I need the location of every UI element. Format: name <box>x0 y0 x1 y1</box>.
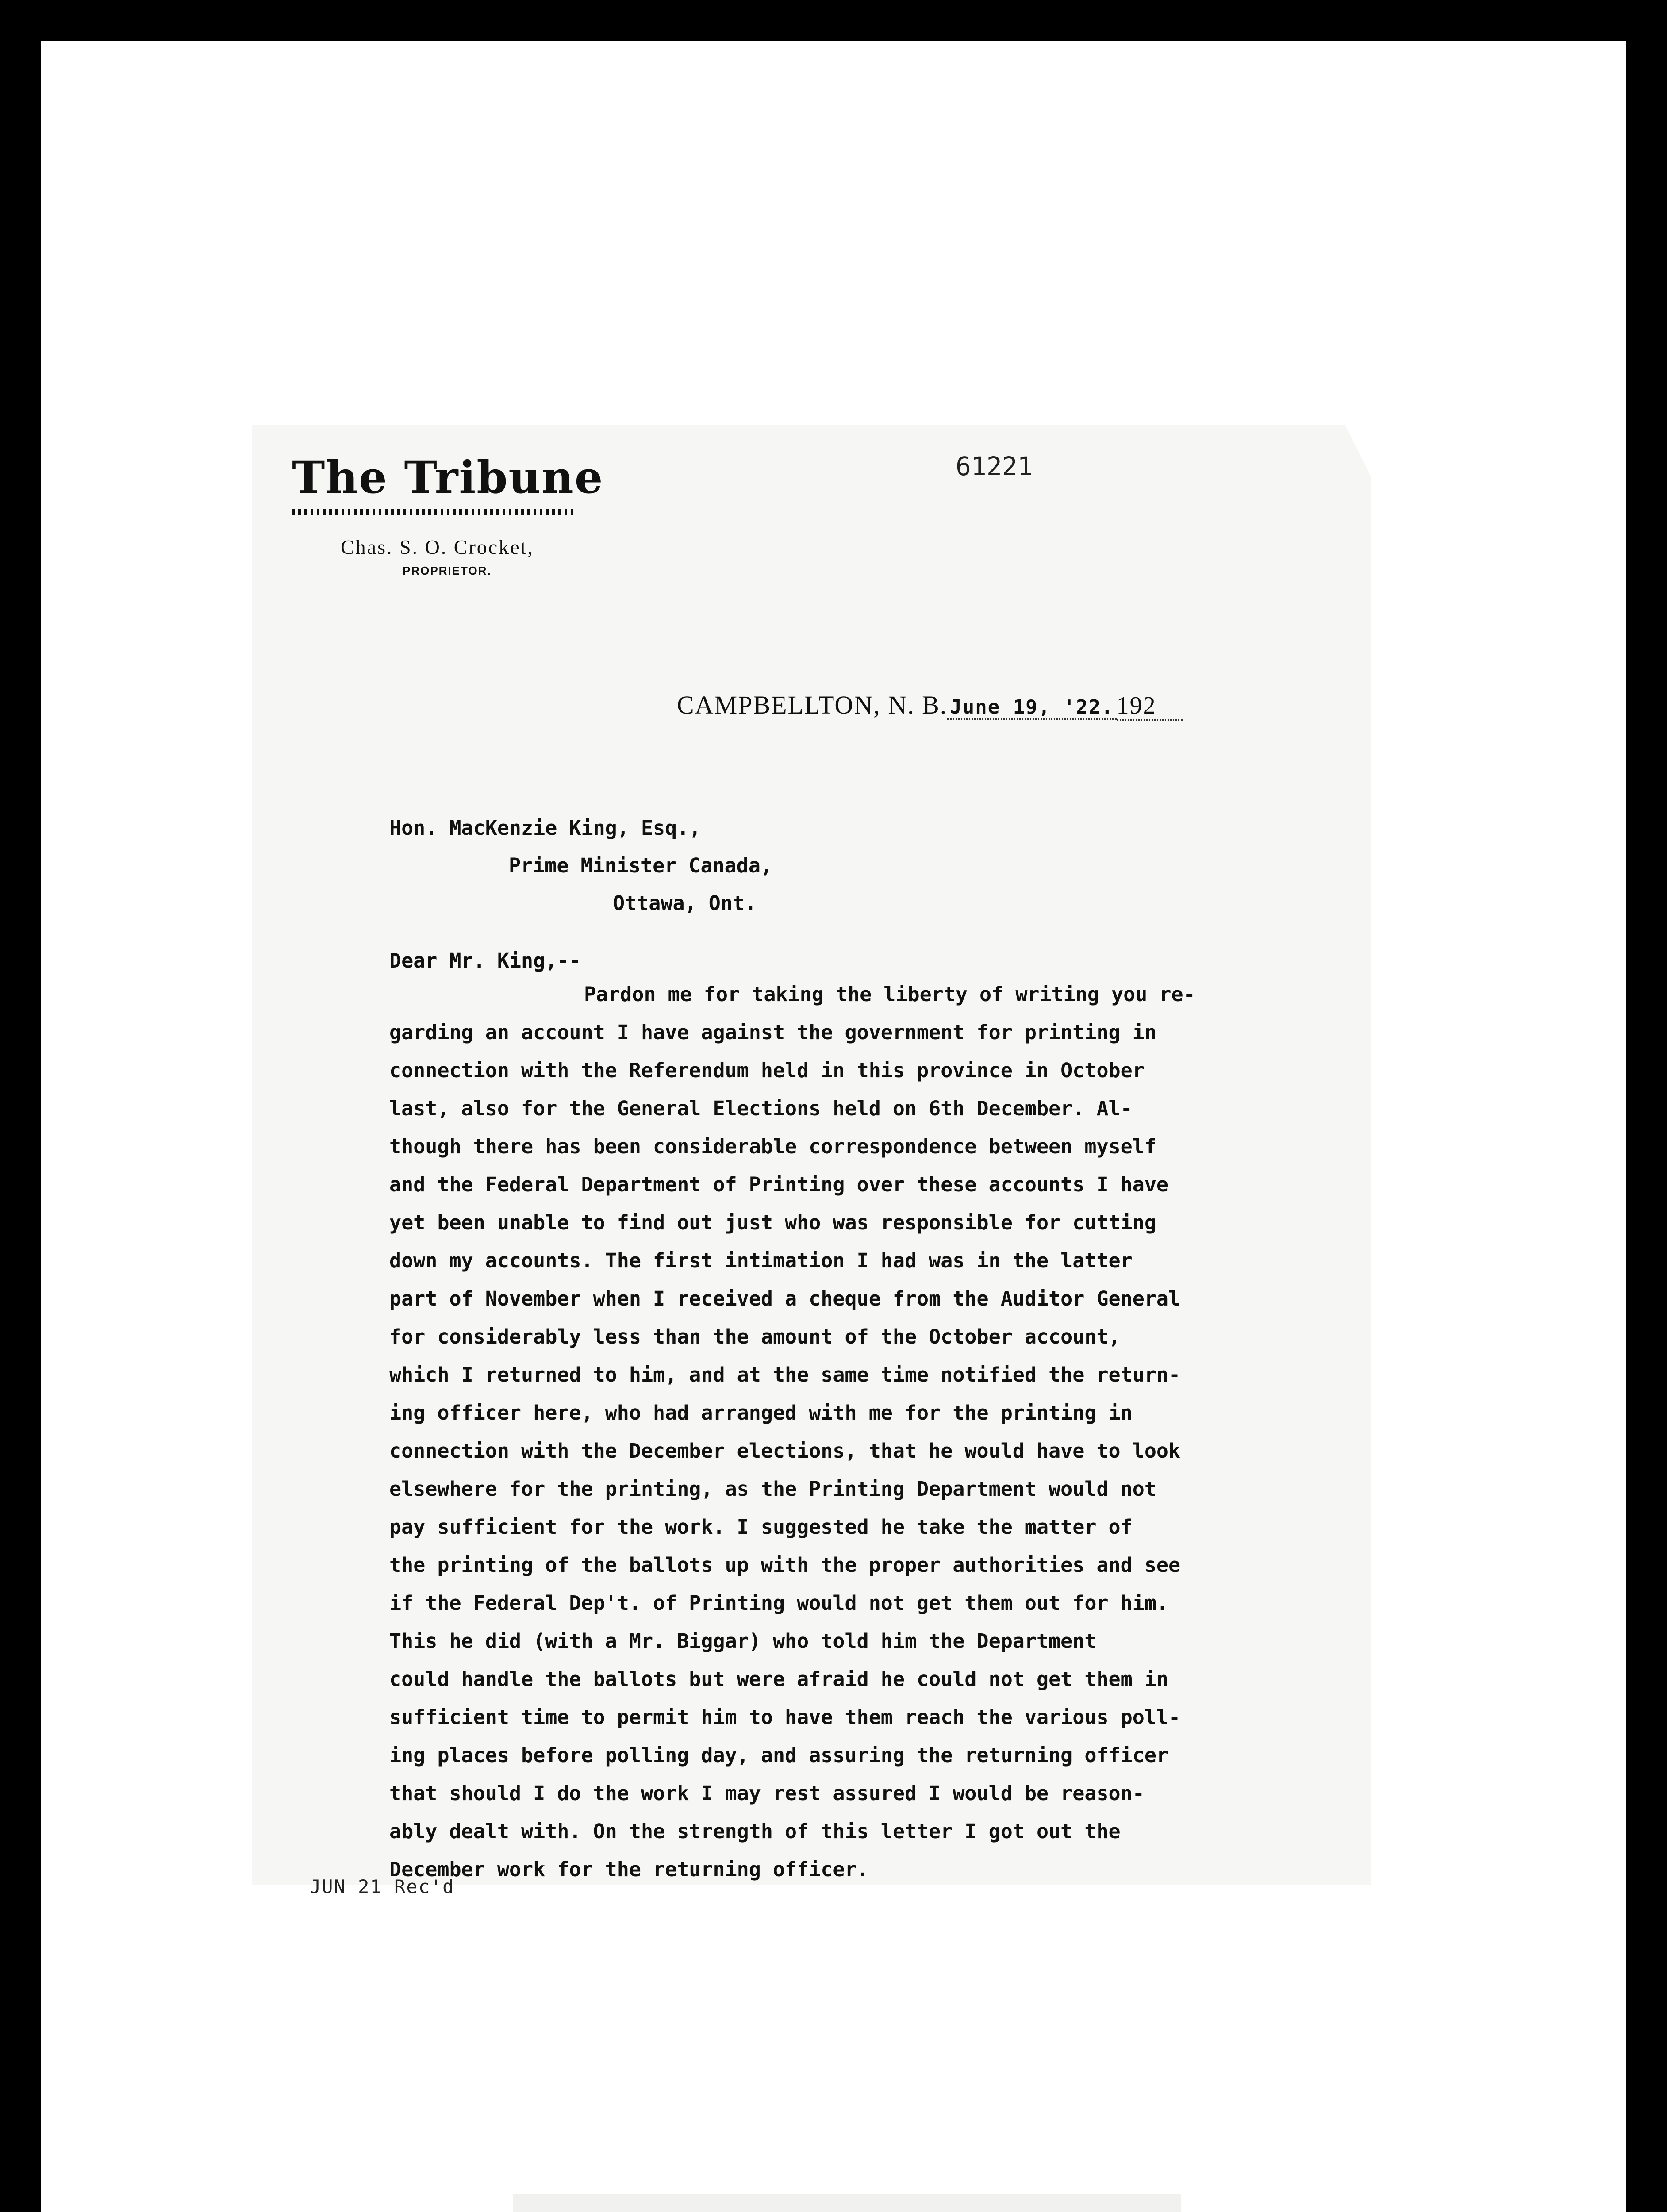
body-line: if the Federal Dep't. of Printing would not get them out for him. <box>389 1591 1168 1615</box>
body-line: the printing of the ballots up with the proper authorities and see <box>389 1553 1181 1577</box>
address-line-3: Ottawa, Ont. <box>613 891 757 915</box>
body-line: down my accounts. The first intimation I had was in the latter <box>389 1249 1133 1272</box>
salutation: Dear Mr. King,-- <box>389 949 581 972</box>
body-line: ing officer here, who had arranged with me for the printing in <box>389 1401 1133 1425</box>
body-line: connection with the Referendum held in this province in October <box>389 1059 1145 1082</box>
dateline-place: CAMPBELLTON, N. B. <box>677 691 948 719</box>
folded-corner <box>1345 425 1394 522</box>
body-line: This he did (with a Mr. Biggar) who told him the Department <box>389 1629 1097 1653</box>
letter-body <box>389 975 1296 1889</box>
body-line: last, also for the General Elections held on 6th December. Al- <box>389 1097 1133 1120</box>
address-line-1: Hon. MacKenzie King, Esq., <box>389 816 701 840</box>
masthead-underline <box>292 509 575 515</box>
body-line: for considerably less than the amount of the October account, <box>389 1325 1121 1348</box>
body-line: December work for the returning officer. <box>389 1858 869 1881</box>
letter-sheet <box>252 425 1371 1885</box>
body-line: ably dealt with. On the strength of this letter I got out the <box>389 1820 1121 1843</box>
body-line: elsewhere for the printing, as the Printing Department would not <box>389 1477 1156 1501</box>
body-line: which I returned to him, and at the same time notified the return- <box>389 1363 1181 1386</box>
masthead: The Tribune <box>292 451 604 503</box>
body-line: that should I do the work I may rest assured I would be reason- <box>389 1782 1145 1805</box>
body-line: garding an account I have against the government for printing in <box>389 1021 1156 1044</box>
body-line: connection with the December elections, that he would have to look <box>389 1439 1181 1463</box>
proprietor-title: PROPRIETOR. <box>403 564 492 577</box>
body-line: sufficient time to permit him to have them reach the various poll- <box>389 1705 1181 1729</box>
received-stamp: JUN 21 Rec'd <box>310 1876 455 1897</box>
proprietor-name: Chas. S. O. Crocket, <box>341 536 534 558</box>
body-line: could handle the ballots but were afraid he could not get them in <box>389 1667 1168 1691</box>
body-line: ing places before polling day, and assuring the returning officer <box>389 1743 1168 1767</box>
address-line-2: Prime Minister Canada, <box>509 854 773 877</box>
dateline <box>677 690 1183 720</box>
body-line: pay sufficient for the work. I suggested he take the matter of <box>389 1515 1133 1539</box>
body-line: part of November when I received a cheque from the Auditor General <box>389 1287 1181 1310</box>
body-line: and the Federal Department of Printing over these accounts I have <box>389 1173 1168 1196</box>
body-line: Pardon me for taking the liberty of writing you re- <box>584 983 1195 1006</box>
dateline-date: June 19, '22. <box>947 696 1116 720</box>
file-number: 61221 <box>956 451 1033 481</box>
dateline-year: 192 <box>1117 692 1183 721</box>
body-line: yet been unable to find out just who was responsible for cutting <box>389 1211 1156 1234</box>
archive-reference-strip <box>513 2194 1181 2212</box>
body-line: though there has been considerable correspondence between myself <box>389 1135 1156 1158</box>
